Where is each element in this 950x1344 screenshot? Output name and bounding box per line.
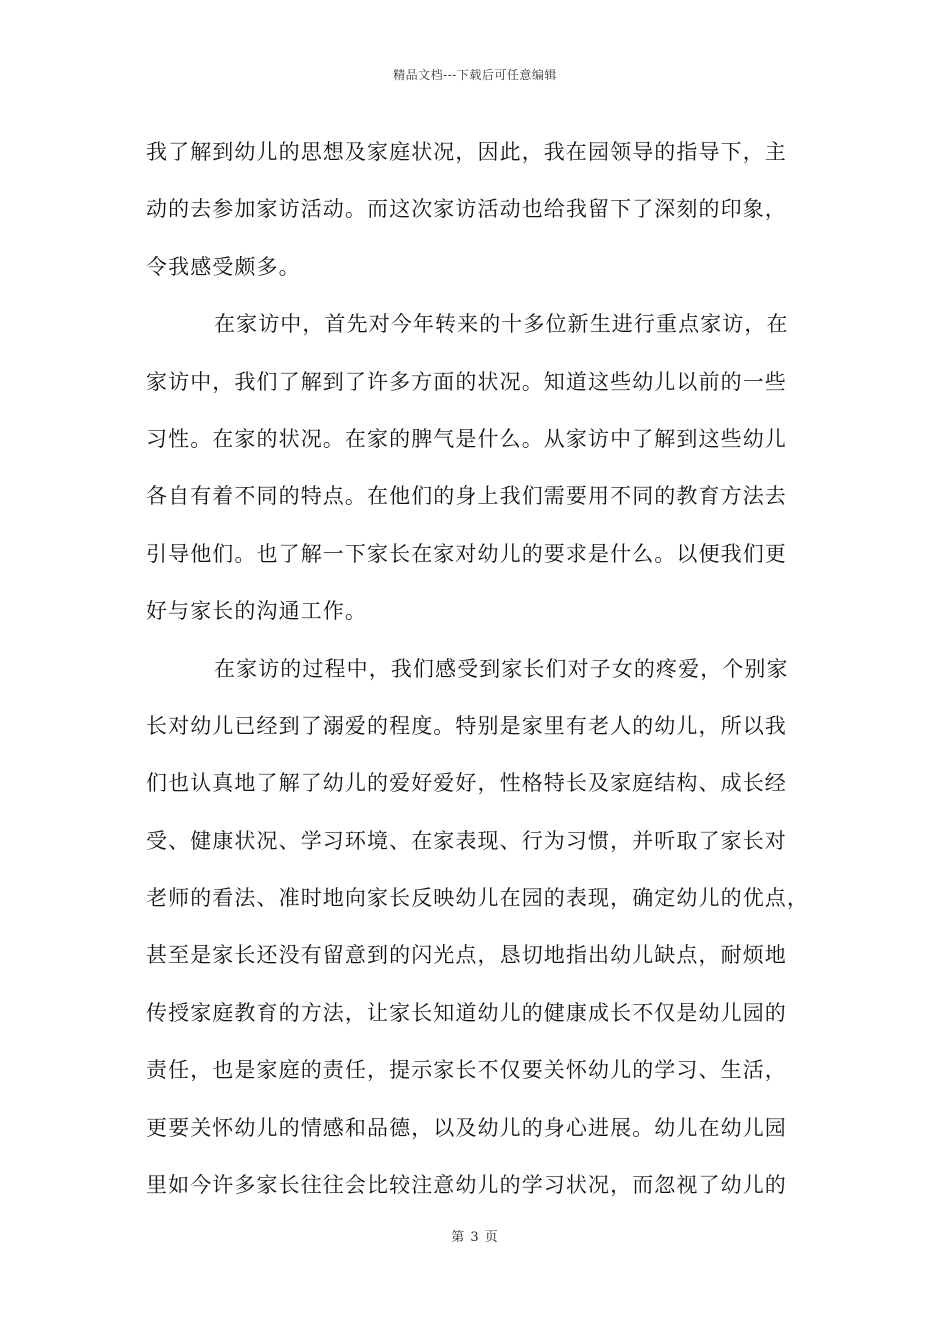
text-line: 习性。在家的状况。在家的脾气是什么。从家访中了解到这些幼儿 bbox=[146, 426, 787, 451]
text-line: 家访中，我们了解到了许多方面的状况。知道这些幼儿以前的一些 bbox=[146, 369, 787, 394]
text-line: 里如今许多家长往往会比较注意幼儿的学习状况，而忽视了幼儿的 bbox=[146, 1173, 787, 1198]
document-body bbox=[146, 124, 826, 1214]
text-line: 老师的看法、准时地向家长反映幼儿在园的表现，确定幼儿的优点， bbox=[146, 886, 809, 911]
paragraph-3 bbox=[146, 641, 826, 1215]
text-line: 在家访中，首先对今年转来的十多位新生进行重点家访，在 bbox=[214, 312, 789, 337]
text-line: 长对幼儿已经到了溺爱的程度。特别是家里有老人的幼儿，所以我 bbox=[146, 713, 787, 738]
text-line: 甚至是家长还没有留意到的闪光点，恳切地指出幼儿缺点，耐烦地 bbox=[146, 943, 787, 968]
text-line: 受、健康状况、学习环境、在家表现、行为习惯，并听取了家长对 bbox=[146, 828, 787, 853]
text-line: 各自有着不同的特点。在他们的身上我们需要用不同的教育方法去 bbox=[146, 484, 787, 509]
page-header: 精品文档---下载后可任意编辑 bbox=[393, 68, 557, 82]
text-line: 引导他们。也了解一下家长在家对幼儿的要求是什么。以便我们更 bbox=[146, 541, 787, 566]
text-line: 更要关怀幼儿的情感和品德，以及幼儿的身心进展。幼儿在幼儿园 bbox=[146, 1115, 787, 1140]
text-line: 动的去参加家访活动。而这次家访活动也给我留下了深刻的印象， bbox=[146, 197, 787, 222]
text-line: 令我感受颇多。 bbox=[146, 254, 301, 279]
paragraph-1 bbox=[146, 124, 826, 296]
text-line: 我了解到幼儿的思想及家庭状况，因此，我在园领导的指导下，主 bbox=[146, 140, 787, 164]
page-number: 第 3 页 bbox=[451, 1230, 499, 1245]
text-line: 们也认真地了解了幼儿的爱好爱好，性格特长及家庭结构、成长经 bbox=[146, 771, 787, 796]
text-line: 传授家庭教育的方法，让家长知道幼儿的健康成长不仅是幼儿园的 bbox=[146, 1000, 787, 1025]
text-line: 在家访的过程中，我们感受到家长们对子女的疼爱，个别家 bbox=[214, 656, 789, 681]
paragraph-2 bbox=[146, 296, 826, 640]
text-line: 责任，也是家庭的责任，提示家长不仅要关怀幼儿的学习、生活， bbox=[146, 1058, 787, 1083]
text-line: 好与家长的沟通工作。 bbox=[146, 599, 367, 624]
